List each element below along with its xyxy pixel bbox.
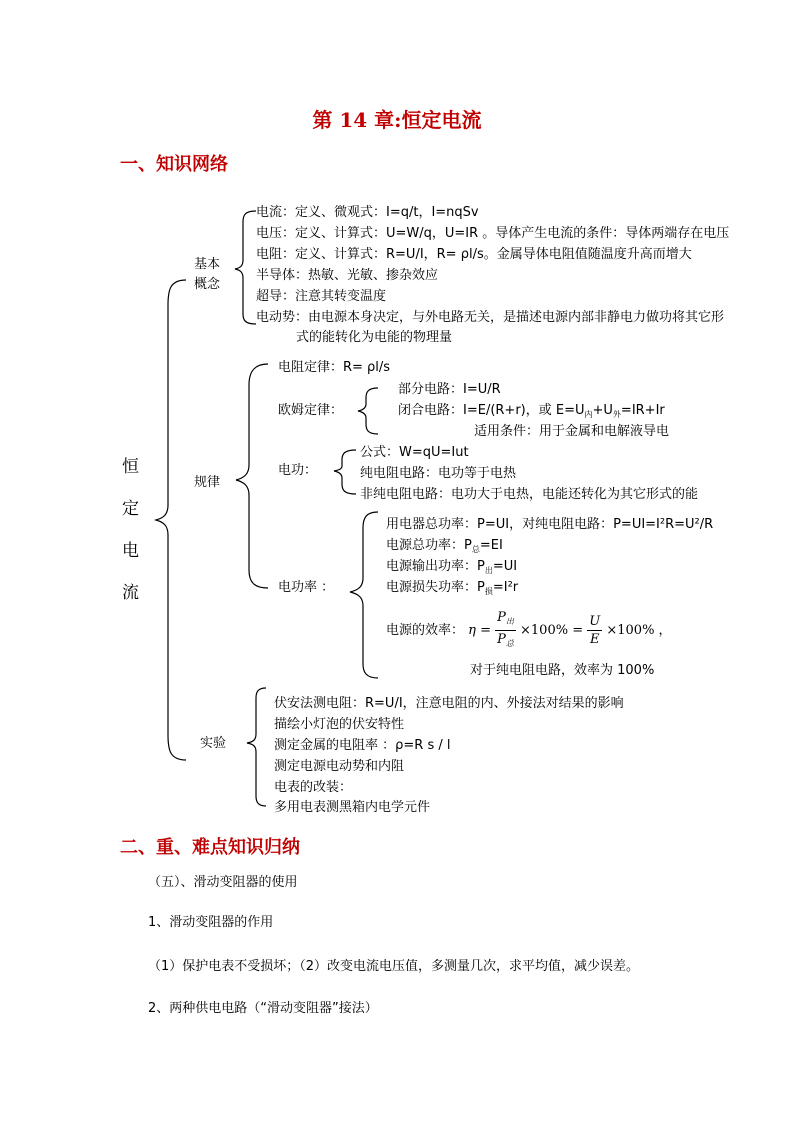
ohm-label: 欧姆定律： — [278, 403, 344, 418]
work-brace — [334, 450, 356, 494]
basic-item: 电阻：定义、计算式：R=U/I，R= ρl/s。金属导体电阻值随温度升高而增大 — [256, 247, 692, 262]
laws-label: 规律 — [194, 475, 221, 490]
power-brace — [350, 512, 378, 678]
page-title: 第 14 章:恒定电流 — [312, 108, 482, 132]
section-heading-knowledge-network: 一、知识网络 — [120, 154, 228, 175]
body-paragraph: （1）保护电表不受损坏；（2）改变电流电压值，多测量几次，求平均值，减少误差。 — [148, 959, 640, 974]
ohm-condition: 适用条件：用于金属和电解液导电 — [474, 424, 670, 439]
work-label: 电功： — [278, 463, 318, 478]
experiment-item: 电表的改装： — [274, 780, 353, 795]
experiment-item: 多用电表测黑箱内电学元件 — [274, 800, 431, 815]
basic-item: 超导：注意其转变温度 — [256, 289, 387, 304]
power-label: 电功率 ： — [278, 580, 335, 595]
ohm-closed: 闭合电路：I=E/(R+r)，或 $E=U_内+U_外=IR+Ir$ — [398, 403, 665, 419]
root-brace — [156, 280, 186, 760]
root-char: 恒 — [122, 457, 139, 477]
experiment-label: 实验 — [200, 736, 227, 751]
efficiency-fraction-power: $\frac{P_出}{P_总}$ — [497, 610, 514, 648]
work-pure: 纯电阻电路：电功等于电热 — [360, 466, 517, 481]
laws-brace — [236, 364, 268, 588]
basic-label: 概念 — [194, 277, 221, 292]
body-paragraph: 1、滑动变阻器的作用 — [148, 915, 274, 930]
power-loss: 电源损失功率：$P_损=I^2r$ — [386, 580, 519, 596]
basic-item: 电压：定义、计算式：U=W/q，U=IR 。导体产生电流的条件：导体两端存在电压 — [256, 226, 730, 241]
ohm-brace — [358, 388, 378, 434]
root-char: 流 — [122, 583, 139, 603]
resistance-law: 电阻定律：R= ρl/s — [278, 360, 391, 375]
basic-item: 电流：定义、微观式：I=q/t，I=nqSv — [256, 205, 479, 220]
efficiency-formula: 电源的效率： η = $\frac{P_出}{P_总}$ ×100% = $\frac{U}{E}$ ×100% ， — [386, 609, 672, 652]
basic-label: 基本 — [194, 257, 221, 272]
body-paragraph: 2、两种供电电路（“滑动变阻器”接法） — [148, 1001, 378, 1016]
basic-item: 式的能转化为电能的物理量 — [296, 330, 453, 345]
basic-brace — [235, 211, 256, 324]
efficiency-pure: 对于纯电阻电路，效率为 100% — [470, 663, 655, 678]
basic-item: 半导体：热敏、光敏、掺杂效应 — [256, 268, 439, 283]
experiment-item: 测定金属的电阻率 ：ρ=R s / l — [274, 738, 451, 753]
experiment-item: 伏安法测电阻：R=U/I，注意电阻的内、外接法对结果的影响 — [274, 696, 624, 711]
work-nonpure: 非纯电阻电路：电功大于电热，电能还转化为其它形式的能 — [360, 487, 699, 502]
experiment-brace — [247, 688, 266, 806]
body-paragraph: （五）、滑动变阻器的使用 — [148, 875, 298, 890]
ohm-partial: 部分电路：I=U/R — [398, 382, 501, 397]
root-char: 电 — [122, 541, 139, 561]
experiment-item: 测定电源电动势和内阻 — [274, 759, 405, 774]
section-heading-key-points: 二、重、难点知识归纳 — [120, 837, 300, 858]
power-total: 电源总功率：$P_总=EI$ — [386, 538, 503, 554]
power-appliance: 用电器总功率：P=UI，对纯电阻电路：P=UI=I²R=U²/R — [386, 517, 714, 532]
work-formula: 公式：W=qU=Iut — [360, 445, 469, 460]
efficiency-fraction-voltage: $\frac{U}{E}$ — [589, 614, 601, 647]
root-char: 定 — [122, 499, 139, 519]
basic-item: 电动势：由电源本身决定，与外电路无关，是描述电源内部非静电力做功将其它形 — [256, 310, 725, 325]
experiment-item: 描绘小灯泡的伏安特性 — [274, 717, 405, 732]
power-output: 电源输出功率：$P_出=UI$ — [386, 559, 518, 575]
